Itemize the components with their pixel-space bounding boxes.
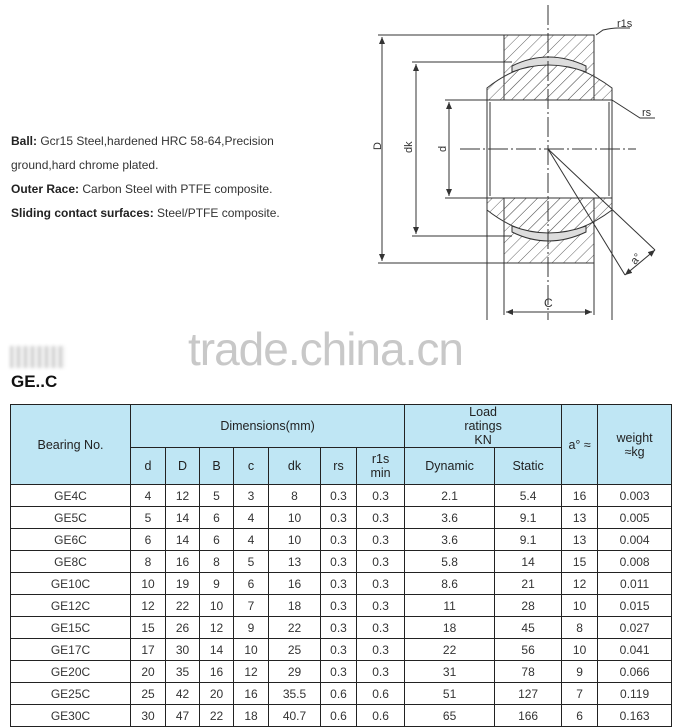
bearing-no-cell: GE4C xyxy=(11,485,131,507)
value-cell: 12 xyxy=(166,485,200,507)
value-cell: 10 xyxy=(269,529,321,551)
value-cell: 0.3 xyxy=(321,485,357,507)
label-rs: rs xyxy=(642,107,652,119)
value-cell: 25 xyxy=(131,683,166,705)
table-row xyxy=(11,507,672,529)
value-cell: 18 xyxy=(405,617,495,639)
value-cell: 16 xyxy=(166,551,200,573)
value-cell: 14 xyxy=(166,507,200,529)
value-cell: 5 xyxy=(131,507,166,529)
value-cell: 42 xyxy=(166,683,200,705)
value-cell: 0.008 xyxy=(598,551,672,573)
value-cell: 8 xyxy=(131,551,166,573)
value-cell: 166 xyxy=(495,705,562,727)
subheader-cell: rs xyxy=(321,448,357,485)
value-cell: 12 xyxy=(131,595,166,617)
value-cell: 25 xyxy=(269,639,321,661)
value-cell: 51 xyxy=(405,683,495,705)
value-cell: 12 xyxy=(200,617,234,639)
table-row xyxy=(11,617,672,639)
value-cell: 0.3 xyxy=(357,639,405,661)
bearing-no-cell: GE10C xyxy=(11,573,131,595)
value-cell: 0.3 xyxy=(357,485,405,507)
value-cell: 0.3 xyxy=(357,551,405,573)
value-cell: 0.3 xyxy=(321,529,357,551)
value-cell: 5 xyxy=(200,485,234,507)
value-cell: 8 xyxy=(200,551,234,573)
bearing-no-cell: GE5C xyxy=(11,507,131,529)
table-row xyxy=(11,661,672,683)
bearing-no-cell: GE6C xyxy=(11,529,131,551)
table-row xyxy=(11,639,672,661)
header-dimensions: Dimensions(mm) xyxy=(131,405,405,448)
value-cell: 4 xyxy=(234,529,269,551)
label-r1s: r1s xyxy=(617,18,633,30)
subheader-cell: Dynamic xyxy=(405,448,495,485)
bearing-no-cell: GE17C xyxy=(11,639,131,661)
bearing-no-cell: GE12C xyxy=(11,595,131,617)
table-row xyxy=(11,705,672,727)
header-bearing-no: Bearing No. xyxy=(11,405,131,485)
label-C: C xyxy=(544,296,553,310)
value-cell: 21 xyxy=(495,573,562,595)
subheader-cell: D xyxy=(166,448,200,485)
subheader-cell: r1s min xyxy=(357,448,405,485)
value-cell: 10 xyxy=(234,639,269,661)
section-title: GE..C xyxy=(11,372,58,391)
value-cell: 0.3 xyxy=(321,595,357,617)
value-cell: 29 xyxy=(269,661,321,683)
value-cell: 4 xyxy=(131,485,166,507)
value-cell: 22 xyxy=(200,705,234,727)
value-cell: 35.5 xyxy=(269,683,321,705)
value-cell: 8.6 xyxy=(405,573,495,595)
value-cell: 6 xyxy=(200,529,234,551)
value-cell: 56 xyxy=(495,639,562,661)
value-cell: 7 xyxy=(234,595,269,617)
value-cell: 45 xyxy=(495,617,562,639)
value-cell: 0.163 xyxy=(598,705,672,727)
table-row xyxy=(11,551,672,573)
value-cell: 0.3 xyxy=(321,617,357,639)
value-cell: 9 xyxy=(234,617,269,639)
value-cell: 18 xyxy=(269,595,321,617)
value-cell: 0.027 xyxy=(598,617,672,639)
bearing-no-cell: GE25C xyxy=(11,683,131,705)
value-cell: 0.005 xyxy=(598,507,672,529)
value-cell: 13 xyxy=(269,551,321,573)
value-cell: 14 xyxy=(495,551,562,573)
value-cell: 0.3 xyxy=(357,507,405,529)
value-cell: 0.3 xyxy=(321,573,357,595)
value-cell: 35 xyxy=(166,661,200,683)
value-cell: 18 xyxy=(234,705,269,727)
value-cell: 0.3 xyxy=(357,661,405,683)
value-cell: 0.015 xyxy=(598,595,672,617)
value-cell: 28 xyxy=(495,595,562,617)
value-cell: 0.3 xyxy=(357,617,405,639)
header-load-ratings: Load ratings KN xyxy=(405,405,562,448)
value-cell: 127 xyxy=(495,683,562,705)
table-row xyxy=(11,529,672,551)
bearing-no-cell: GE15C xyxy=(11,617,131,639)
value-cell: 0.6 xyxy=(357,705,405,727)
watermark: trade.china.cn xyxy=(188,323,463,375)
value-cell: 10 xyxy=(200,595,234,617)
value-cell: 0.003 xyxy=(598,485,672,507)
value-cell: 0.3 xyxy=(357,529,405,551)
header-angle: a° ≈ xyxy=(562,405,598,485)
value-cell: 0.004 xyxy=(598,529,672,551)
value-cell: 30 xyxy=(131,705,166,727)
value-cell: 19 xyxy=(166,573,200,595)
label-dk: dk xyxy=(403,141,415,153)
bearing-no-cell: GE30C xyxy=(11,705,131,727)
value-cell: 0.011 xyxy=(598,573,672,595)
value-cell: 65 xyxy=(405,705,495,727)
subheader-cell: c xyxy=(234,448,269,485)
value-cell: 12 xyxy=(562,573,598,595)
value-cell: 2.1 xyxy=(405,485,495,507)
value-cell: 7 xyxy=(562,683,598,705)
value-cell: 14 xyxy=(166,529,200,551)
value-cell: 0.3 xyxy=(357,595,405,617)
value-cell: 20 xyxy=(131,661,166,683)
value-cell: 6 xyxy=(131,529,166,551)
value-cell: 20 xyxy=(200,683,234,705)
value-cell: 22 xyxy=(269,617,321,639)
value-cell: 0.041 xyxy=(598,639,672,661)
value-cell: 6 xyxy=(234,573,269,595)
table-row xyxy=(11,595,672,617)
value-cell: 0.3 xyxy=(321,639,357,661)
value-cell: 9.1 xyxy=(495,507,562,529)
blurred-logo xyxy=(10,346,65,368)
value-cell: 8 xyxy=(269,485,321,507)
value-cell: 16 xyxy=(234,683,269,705)
value-cell: 22 xyxy=(405,639,495,661)
value-cell: 0.6 xyxy=(357,683,405,705)
value-cell: 30 xyxy=(166,639,200,661)
value-cell: 0.3 xyxy=(321,661,357,683)
value-cell: 0.066 xyxy=(598,661,672,683)
value-cell: 10 xyxy=(562,639,598,661)
value-cell: 6 xyxy=(562,705,598,727)
value-cell: 47 xyxy=(166,705,200,727)
value-cell: 4 xyxy=(234,507,269,529)
value-cell: 9.1 xyxy=(495,529,562,551)
label-d: d xyxy=(437,145,449,152)
value-cell: 0.3 xyxy=(321,507,357,529)
value-cell: 5 xyxy=(234,551,269,573)
value-cell: 31 xyxy=(405,661,495,683)
value-cell: 15 xyxy=(131,617,166,639)
value-cell: 0.3 xyxy=(321,551,357,573)
value-cell: 22 xyxy=(166,595,200,617)
spec-sliding-surfaces: Sliding contact surfaces: Steel/PTFE composite. xyxy=(11,206,280,220)
header-weight: weight ≈kg xyxy=(598,405,672,485)
value-cell: 16 xyxy=(200,661,234,683)
spec-ball: Ball: Gcr15 Steel,hardened HRC 58-64,Precision xyxy=(11,134,274,148)
value-cell: 9 xyxy=(200,573,234,595)
subheader-cell: Static xyxy=(495,448,562,485)
value-cell: 26 xyxy=(166,617,200,639)
table-row xyxy=(11,485,672,507)
value-cell: 9 xyxy=(562,661,598,683)
value-cell: 3.6 xyxy=(405,529,495,551)
value-cell: 16 xyxy=(562,485,598,507)
value-cell: 3 xyxy=(234,485,269,507)
subheader-cell: d xyxy=(131,448,166,485)
spec-outer-race: Outer Race: Carbon Steel with PTFE composite. xyxy=(11,182,273,196)
value-cell: 3.6 xyxy=(405,507,495,529)
value-cell: 13 xyxy=(562,529,598,551)
value-cell: 10 xyxy=(562,595,598,617)
bearing-no-cell: GE20C xyxy=(11,661,131,683)
value-cell: 14 xyxy=(200,639,234,661)
value-cell: 5.8 xyxy=(405,551,495,573)
value-cell: 0.6 xyxy=(321,705,357,727)
value-cell: 6 xyxy=(200,507,234,529)
value-cell: 17 xyxy=(131,639,166,661)
value-cell: 12 xyxy=(234,661,269,683)
spec-ball-cont: ground,hard chrome plated. xyxy=(11,158,159,172)
subheader-cell: dk xyxy=(269,448,321,485)
value-cell: 8 xyxy=(562,617,598,639)
value-cell: 0.3 xyxy=(357,573,405,595)
value-cell: 0.6 xyxy=(321,683,357,705)
value-cell: 78 xyxy=(495,661,562,683)
value-cell: 13 xyxy=(562,507,598,529)
value-cell: 16 xyxy=(269,573,321,595)
table-row xyxy=(11,683,672,705)
value-cell: 10 xyxy=(131,573,166,595)
label-angle: a° xyxy=(628,251,645,268)
table-row xyxy=(11,573,672,595)
value-cell: 0.119 xyxy=(598,683,672,705)
value-cell: 5.4 xyxy=(495,485,562,507)
subheader-cell: B xyxy=(200,448,234,485)
value-cell: 15 xyxy=(562,551,598,573)
spec-table xyxy=(10,404,672,727)
value-cell: 40.7 xyxy=(269,705,321,727)
label-D: D xyxy=(372,142,384,150)
bearing-no-cell: GE8C xyxy=(11,551,131,573)
value-cell: 11 xyxy=(405,595,495,617)
value-cell: 10 xyxy=(269,507,321,529)
